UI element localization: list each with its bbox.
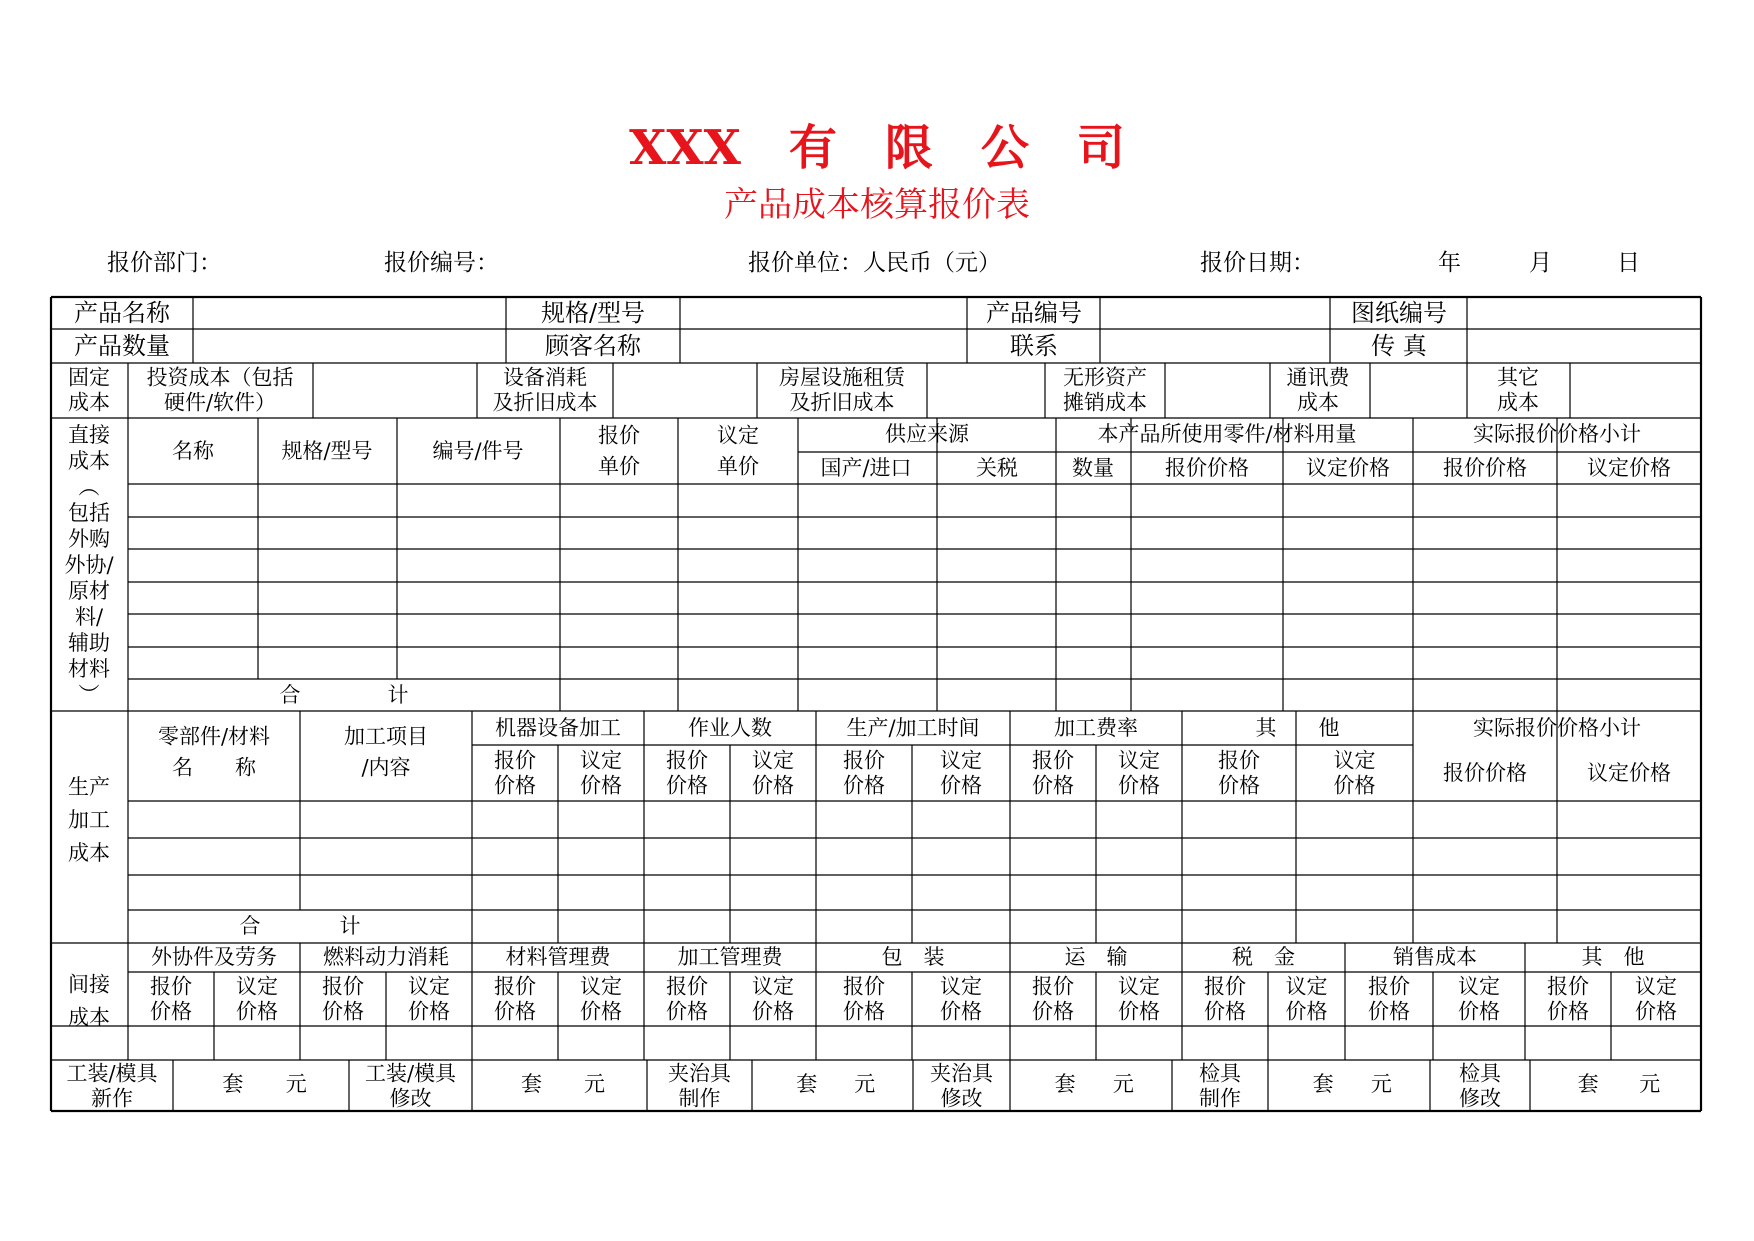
- production-set-header: 议定: [752, 748, 794, 773]
- investment-cost-label: 硬件/软件）: [163, 390, 277, 415]
- indirect-set-header: 议定: [408, 974, 450, 999]
- drawing-no-label: 图纸编号: [1351, 299, 1447, 327]
- indirect-group-header: 包 装: [881, 945, 945, 969]
- parts-name-header: 零部件/材料: [157, 724, 271, 749]
- production-group-header: 其 他: [1255, 716, 1340, 740]
- production-subtotal-quote-header: 报价价格: [1443, 761, 1527, 785]
- indirect-quote-header: 价格: [322, 999, 364, 1024]
- indirect-set-header: 议定: [1118, 974, 1160, 999]
- tooling-item-label: 制作: [678, 1086, 721, 1111]
- indirect-quote-header: 报价: [1204, 974, 1246, 999]
- indirect-quote-header: 报价: [1547, 974, 1589, 999]
- indirect-quote-header: 报价: [843, 974, 885, 999]
- direct-cost-label: 包括: [68, 501, 110, 525]
- production-set-header: 价格: [940, 773, 982, 798]
- indirect-set-header: 价格: [1458, 999, 1500, 1024]
- direct-cost-label: 料/: [74, 605, 104, 629]
- production-quote-header: 价格: [1218, 773, 1260, 798]
- indirect-group-header: 材料管理费: [505, 945, 611, 969]
- tooling-yuan-unit: 元: [1112, 1072, 1134, 1096]
- direct-cost-label: 原材: [68, 579, 110, 603]
- fixed-cost-label: 成本: [68, 390, 110, 415]
- indirect-quote-header: 价格: [1032, 999, 1074, 1024]
- production-subtotal-set-header: 议定价格: [1587, 761, 1671, 785]
- equipment-cost-label: 设备消耗: [503, 365, 587, 390]
- date-day-label: 日: [1617, 250, 1640, 276]
- spec-model-label: 规格/型号: [540, 299, 646, 327]
- indirect-set-header: 议定: [1458, 974, 1500, 999]
- indirect-set-header: 价格: [1635, 999, 1677, 1024]
- direct-code-header: 编号/件号: [432, 439, 524, 463]
- indirect-quote-header: 价格: [1204, 999, 1246, 1024]
- indirect-quote-header: 价格: [1368, 999, 1410, 1024]
- indirect-cost-label: 间接: [68, 972, 110, 997]
- indirect-set-header: 议定: [1285, 974, 1328, 999]
- indirect-group-header: 销售成本: [1393, 945, 1477, 969]
- indirect-quote-header: 报价: [1032, 974, 1074, 999]
- tooling-yuan-unit: 元: [854, 1072, 876, 1096]
- tooling-item-label: 夹治具: [668, 1061, 731, 1086]
- indirect-group-header: 运 输: [1064, 945, 1128, 969]
- parts-name-header: 名 称: [172, 755, 256, 780]
- tooling-set-unit: 套: [222, 1072, 244, 1096]
- production-quote-header: 报价: [494, 748, 536, 773]
- production-quote-header: 报价: [1032, 748, 1074, 773]
- production-set-header: 价格: [1333, 773, 1376, 798]
- tooling-item-label: 修改: [1459, 1086, 1501, 1111]
- direct-cost-label: 材料: [68, 657, 110, 681]
- indirect-set-header: 议定: [236, 974, 278, 999]
- indirect-set-header: 议定: [580, 974, 622, 999]
- direct-cost-label: ︶: [78, 683, 100, 707]
- tooling-set-unit: 套: [1577, 1072, 1599, 1096]
- indirect-set-header: 议定: [1635, 974, 1677, 999]
- property-cost-label: 及折旧成本: [789, 390, 895, 415]
- product-name-label: 产品名称: [74, 299, 170, 327]
- indirect-group-header: 其 他: [1581, 945, 1645, 969]
- direct-cost-label: 成本: [68, 449, 110, 473]
- process-content-header: /内容: [361, 755, 411, 780]
- production-quote-header: 报价: [1218, 748, 1260, 773]
- production-quote-header: 价格: [666, 773, 708, 798]
- production-total-label: 合: [239, 914, 261, 938]
- product-no-label: 产品编号: [986, 299, 1082, 327]
- production-quote-header: 价格: [494, 773, 536, 798]
- direct-cost-label: 直接: [68, 423, 110, 447]
- indirect-cost-label: 成本: [68, 1005, 110, 1030]
- production-set-header: 价格: [1118, 773, 1160, 798]
- quote-dept-label: 报价部门：: [107, 250, 222, 276]
- indirect-quote-header: 价格: [666, 999, 708, 1024]
- direct-set-unit-header: 议定: [717, 423, 759, 448]
- direct-qty-header: 数量: [1072, 456, 1114, 480]
- direct-quote-unit-header: 单价: [598, 454, 640, 479]
- intangible-cost-label: 摊销成本: [1063, 390, 1147, 415]
- tooling-item-label: 工装/模具: [66, 1061, 158, 1086]
- tooling-set-unit: 套: [1312, 1072, 1334, 1096]
- tooling-yuan-unit: 元: [285, 1072, 307, 1096]
- date-month-label: 月: [1529, 250, 1552, 276]
- direct-name-header: 名称: [172, 439, 214, 463]
- indirect-group-header: 外协件及劳务: [151, 945, 277, 969]
- quote-date-label: 报价日期：: [1200, 250, 1315, 276]
- fax-label: 传 真: [1371, 332, 1427, 360]
- indirect-set-header: 价格: [940, 999, 982, 1024]
- tooling-item-label: 检具: [1199, 1061, 1241, 1086]
- production-group-header: 机器设备加工: [495, 716, 621, 740]
- company-name: XXX 有 限 公 司: [629, 120, 1125, 176]
- indirect-group-header: 燃料动力消耗: [323, 945, 449, 969]
- indirect-quote-header: 价格: [843, 999, 885, 1024]
- direct-cost-label: 外购: [68, 527, 110, 551]
- usage-header: 本产品所使用零件/材料用量: [1097, 422, 1357, 446]
- investment-cost-label: 投资成本（包括: [146, 365, 294, 390]
- production-quote-header: 报价: [843, 748, 885, 773]
- production-set-header: 议定: [1333, 748, 1376, 773]
- domestic-import-header: 国产/进口: [820, 456, 912, 480]
- tooling-item-label: 检具: [1459, 1061, 1501, 1086]
- direct-quote-price-header: 报价价格: [1165, 456, 1249, 480]
- tooling-item-label: 夹治具: [930, 1061, 993, 1086]
- production-cost-label: 生产: [68, 775, 110, 799]
- direct-set-unit-header: 单价: [717, 454, 759, 479]
- property-cost-label: 房屋设施租赁: [779, 365, 905, 390]
- direct-total-label: 计: [387, 683, 409, 707]
- direct-subtotal-quote-header: 报价价格: [1443, 456, 1527, 480]
- direct-cost-label: ︵: [78, 475, 100, 499]
- tooling-item-label: 工装/模具: [364, 1061, 457, 1086]
- indirect-set-header: 价格: [752, 999, 794, 1024]
- direct-set-price-header: 议定价格: [1306, 456, 1390, 480]
- indirect-set-header: 价格: [1118, 999, 1160, 1024]
- tooling-item-label: 制作: [1199, 1086, 1241, 1111]
- production-set-header: 议定: [940, 748, 982, 773]
- direct-total-label: 合: [279, 683, 301, 707]
- equipment-cost-label: 及折旧成本: [492, 390, 598, 415]
- production-cost-label: 成本: [68, 841, 110, 865]
- tooling-item-label: 修改: [389, 1086, 432, 1111]
- direct-quote-unit-header: 报价: [598, 423, 640, 448]
- quote-unit-label: 报价单位：人民币（元）: [748, 250, 1001, 276]
- tooling-item-label: 新作: [91, 1086, 133, 1111]
- form-title: 产品成本核算报价表: [724, 185, 1030, 225]
- indirect-quote-header: 价格: [150, 999, 192, 1024]
- indirect-group-header: 加工管理费: [677, 945, 783, 969]
- production-subtotal-header: 实际报价价格小计: [1473, 716, 1641, 740]
- customer-name-label: 顾客名称: [545, 332, 641, 360]
- fixed-cost-label: 固定: [68, 365, 110, 390]
- quote-number-label: 报价编号：: [384, 250, 499, 276]
- production-quote-header: 价格: [843, 773, 885, 798]
- indirect-group-header: 税 金: [1232, 945, 1295, 969]
- direct-cost-label: 外协/: [64, 553, 114, 577]
- direct-subtotal-set-header: 议定价格: [1587, 456, 1671, 480]
- production-set-header: 价格: [752, 773, 794, 798]
- production-group-header: 生产/加工时间: [846, 716, 980, 740]
- indirect-quote-header: 报价: [494, 974, 536, 999]
- direct-subtotal-header: 实际报价价格小计: [1473, 422, 1641, 446]
- production-cost-label: 加工: [68, 808, 110, 832]
- indirect-quote-header: 报价: [1368, 974, 1410, 999]
- tooling-yuan-unit: 元: [1639, 1072, 1661, 1096]
- other-fixed-cost-label: 其它: [1497, 365, 1539, 390]
- tooling-set-unit: 套: [521, 1072, 542, 1096]
- indirect-set-header: 议定: [940, 974, 982, 999]
- indirect-quote-header: 价格: [494, 999, 536, 1024]
- production-quote-header: 报价: [666, 748, 708, 773]
- tooling-yuan-unit: 元: [1370, 1072, 1392, 1096]
- production-group-header: 作业人数: [688, 716, 772, 740]
- telecom-cost-label: 成本: [1297, 390, 1339, 415]
- intangible-cost-label: 无形资产: [1063, 365, 1147, 390]
- indirect-set-header: 价格: [1285, 999, 1328, 1024]
- tooling-set-unit: 套: [1054, 1072, 1076, 1096]
- production-total-label: 计: [339, 914, 361, 938]
- indirect-quote-header: 报价: [666, 974, 708, 999]
- indirect-quote-header: 报价: [322, 974, 364, 999]
- indirect-set-header: 价格: [236, 999, 278, 1024]
- indirect-quote-header: 价格: [1547, 999, 1589, 1024]
- indirect-set-header: 议定: [752, 974, 794, 999]
- indirect-set-header: 价格: [580, 999, 622, 1024]
- telecom-cost-label: 通讯费: [1286, 365, 1350, 390]
- tooling-set-unit: 套: [796, 1072, 818, 1096]
- direct-spec-header: 规格/型号: [281, 439, 373, 463]
- production-group-header: 加工费率: [1054, 716, 1138, 740]
- indirect-set-header: 价格: [408, 999, 450, 1024]
- contact-label: 联系: [1010, 332, 1058, 360]
- other-fixed-cost-label: 成本: [1497, 390, 1539, 415]
- direct-cost-label: 辅助: [68, 631, 110, 655]
- production-set-header: 议定: [1118, 748, 1160, 773]
- production-set-header: 议定: [580, 748, 622, 773]
- tooling-yuan-unit: 元: [584, 1072, 605, 1096]
- production-quote-header: 价格: [1032, 773, 1074, 798]
- product-qty-label: 产品数量: [74, 332, 170, 360]
- process-content-header: 加工项目: [344, 724, 428, 749]
- supply-source-header: 供应来源: [885, 422, 969, 446]
- indirect-quote-header: 报价: [150, 974, 192, 999]
- date-year-label: 年: [1438, 250, 1461, 276]
- tooling-item-label: 修改: [940, 1086, 983, 1111]
- tariff-header: 关税: [976, 456, 1018, 480]
- production-set-header: 价格: [580, 773, 622, 798]
